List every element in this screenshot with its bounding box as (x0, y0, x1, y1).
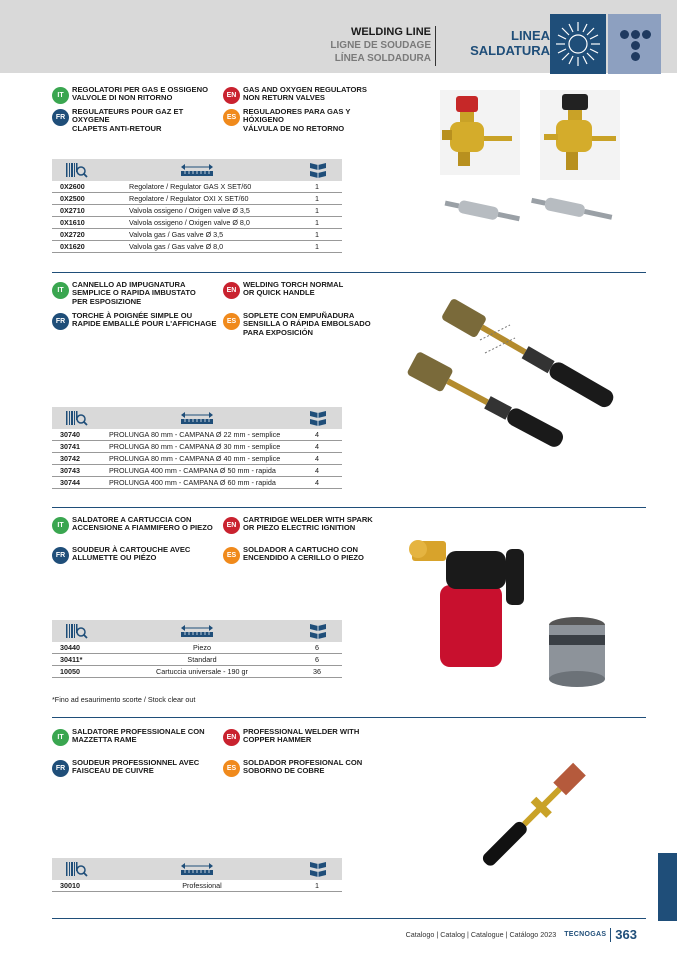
box-stack-icon (308, 162, 328, 178)
product-description: Valvola gas / Gas valve Ø 8,0 (129, 242, 224, 251)
measure-icon (180, 410, 214, 426)
product-code: 0X2720 (60, 230, 85, 239)
description-fr: SOUDEUR PROFESSIONNEL AVEC FAISCEAU DE CUIVRE (72, 758, 200, 776)
description-en: GAS AND OXYGEN REGULATORS NON RETURN VALVES (243, 85, 367, 103)
product-code: 0X1610 (60, 218, 85, 227)
lang-block-fr (52, 546, 217, 564)
description-en: WELDING TORCH NORMAL OR QUICK HANDLE (243, 280, 344, 298)
fr-badge: FR (52, 109, 69, 126)
product-code: 30440 (60, 643, 80, 652)
table-row (52, 429, 342, 441)
product-code: 30740 (60, 430, 80, 439)
description-en: CARTRIDGE WELDER WITH SPARK OR PIEZO ELECTRIC IGNITION (243, 515, 373, 533)
product-description: Valvola ossigeno / Oxigen valve Ø 3,5 (129, 206, 250, 215)
footer-brand: TECNOGAS (564, 931, 607, 938)
table-row (52, 477, 342, 489)
barcode-icon (66, 162, 88, 178)
product-description: PROLUNGA 80 mm - CAMPANA Ø 22 mm - semplice (109, 430, 281, 439)
description-fr: TORCHE À POIGNÉE SIMPLE OU RAPIDE EMBALLÉ POUR L'AFFICHAGE (72, 311, 217, 329)
footer-separator (610, 928, 611, 942)
footer-divider (52, 918, 646, 919)
lang-block-it (52, 281, 217, 306)
dots-icon (608, 14, 661, 74)
product-code: 0X2500 (60, 194, 85, 203)
footer-catalog: Catalogo | Catalog | Catalogue | Catálogo 2023 (405, 930, 557, 939)
measure-icon (180, 861, 214, 877)
page-footer (406, 927, 637, 942)
product-code: 30742 (60, 454, 80, 463)
lang-block-es (223, 108, 388, 133)
box-stack-icon (308, 410, 328, 426)
table-row (52, 654, 342, 666)
it-badge: IT (52, 517, 69, 534)
measure-icon (180, 162, 214, 178)
product-code: 0X2600 (60, 182, 85, 191)
header-titles (330, 26, 431, 65)
barcode-icon (66, 623, 88, 639)
oxygen-regulator-image (540, 90, 620, 180)
lang-block-fr (52, 108, 217, 133)
lang-block-it (52, 728, 217, 746)
product-table (52, 620, 342, 678)
product-code: 10050 (60, 667, 80, 676)
product-description: Regolatore / Regulator GAS X SET/60 (129, 182, 252, 191)
product-description: PROLUNGA 400 mm - CAMPANA Ø 50 mm - rapida (109, 466, 276, 475)
professional-welder-image (450, 755, 600, 890)
table-header (52, 407, 342, 429)
en-badge: EN (223, 729, 240, 746)
check-valves-image (440, 192, 620, 242)
pack-quantity: 1 (315, 881, 319, 890)
table-row (52, 666, 342, 678)
description-it: REGOLATORI PER GAS E OSSIGENO VALVOLE DI NON RITORNO (72, 85, 209, 103)
table-header (52, 858, 342, 880)
section-divider (52, 272, 646, 273)
category-line1: LINEA (511, 28, 550, 43)
description-it: SALDATORE PROFESSIONALE CON MAZZETTA RAME (72, 727, 205, 745)
pack-quantity: 1 (315, 218, 319, 227)
es-badge: ES (223, 760, 240, 777)
product-description: Regolatore / Regulator OXI X SET/60 (129, 194, 249, 203)
page-header (0, 0, 677, 73)
header-title-en: WELDING LINE (350, 26, 431, 38)
welding-torch-image (400, 295, 630, 485)
barcode-icon (66, 410, 88, 426)
description-it: SALDATORE A CARTUCCIA CON ACCENSIONE A FIAMMIFERO O PIEZO (72, 515, 213, 533)
stock-note: *Fino ad esaurimento scorte / Stock clear out (52, 695, 196, 704)
section-divider (52, 717, 646, 718)
table-row (52, 217, 342, 229)
table-row (52, 441, 342, 453)
pack-quantity: 1 (315, 242, 319, 251)
table-row (52, 181, 342, 193)
header-divider (435, 26, 436, 66)
product-description: PROLUNGA 80 mm - CAMPANA Ø 40 mm - semplice (109, 454, 281, 463)
fr-badge: FR (52, 547, 69, 564)
table-row (52, 193, 342, 205)
pack-quantity: 4 (315, 430, 319, 439)
en-badge: EN (223, 282, 240, 299)
product-table (52, 858, 342, 892)
lang-block-es (223, 759, 388, 777)
description-it: CANNELLO AD IMPUGNATURA SEMPLICE O RAPIDA IMBUSTATO PER ESPOSIZIONE (72, 280, 196, 306)
en-badge: EN (223, 517, 240, 534)
logo-starburst-icon (550, 14, 606, 74)
description-es: REGULADORES PARA GAS Y HÓXIGENO VÁLVULA DE NO RETORNO (243, 107, 351, 133)
pack-quantity: 4 (315, 466, 319, 475)
description-fr: REGULATEURS POUR GAZ ET OXYGENE CLAPETS ANTI-RETOUR (72, 107, 184, 133)
product-description: Cartuccia universale - 190 gr (156, 667, 248, 676)
es-badge: ES (223, 313, 240, 330)
table-row (52, 205, 342, 217)
pack-quantity: 6 (315, 655, 319, 664)
lang-block-en (223, 86, 388, 104)
product-code: 30741 (60, 442, 80, 451)
measure-icon (180, 623, 214, 639)
pack-quantity: 6 (315, 643, 319, 652)
product-code: 30743 (60, 466, 80, 475)
description-es: SOLDADOR PROFESIONAL CON SOBORNO DE COBRE (243, 758, 363, 776)
lang-block-en (223, 281, 388, 299)
lang-block-it (52, 86, 217, 104)
lang-block-fr (52, 759, 217, 777)
pack-quantity: 4 (315, 442, 319, 451)
lang-block-es (223, 546, 388, 564)
table-row (52, 229, 342, 241)
product-description: Valvola gas / Gas valve Ø 3,5 (129, 230, 224, 239)
es-badge: ES (223, 547, 240, 564)
lang-block-en (223, 728, 388, 746)
table-header (52, 159, 342, 181)
es-badge: ES (223, 109, 240, 126)
lang-block-it (52, 516, 242, 534)
lang-block-es (223, 312, 388, 337)
product-code: 30411* (60, 655, 83, 664)
description-es: SOPLETE CON EMPUÑADURA SENSILLA O RÁPIDA EMBOLSADO PARA EXPOSICIÓN (243, 311, 371, 337)
lang-block-fr (52, 312, 217, 330)
product-description: Valvola ossigeno / Oxigen valve Ø 8,0 (129, 218, 250, 227)
fr-badge: FR (52, 760, 69, 777)
it-badge: IT (52, 87, 69, 104)
gas-regulator-image (440, 90, 520, 175)
box-stack-icon (308, 623, 328, 639)
product-description: PROLUNGA 80 mm - CAMPANA Ø 30 mm - semplice (109, 442, 281, 451)
description-fr: SOUDEUR À CARTOUCHE AVEC ALLUMETTE OU PIÉZO (72, 545, 191, 563)
it-badge: IT (52, 729, 69, 746)
it-badge: IT (52, 282, 69, 299)
fr-badge: FR (52, 313, 69, 330)
cartridge-welder-image (400, 525, 530, 670)
gas-cartridge-image (545, 615, 610, 690)
product-table (52, 159, 342, 253)
page-number: 363 (615, 927, 637, 942)
product-code: 30744 (60, 478, 80, 487)
product-code: 0X2710 (60, 206, 85, 215)
header-title-es: LÍNEA SOLDADURA (334, 53, 431, 64)
barcode-icon (66, 861, 88, 877)
table-row (52, 241, 342, 253)
product-description: Standard (187, 655, 217, 664)
product-description: Piezo (193, 643, 211, 652)
pack-quantity: 1 (315, 194, 319, 203)
product-table (52, 407, 342, 489)
description-en: PROFESSIONAL WELDER WITH COPPER HAMMER (243, 727, 360, 745)
table-row (52, 465, 342, 477)
category-title (470, 28, 550, 58)
product-description: PROLUNGA 400 mm - CAMPANA Ø 60 mm - rapida (109, 478, 276, 487)
table-header (52, 620, 342, 642)
pack-quantity: 1 (315, 182, 319, 191)
product-code: 0X1620 (60, 242, 85, 251)
pack-quantity: 4 (315, 478, 319, 487)
table-row (52, 453, 342, 465)
en-badge: EN (223, 87, 240, 104)
pack-quantity: 1 (315, 230, 319, 239)
product-code: 30010 (60, 881, 80, 890)
pack-quantity: 36 (313, 667, 321, 676)
table-row (52, 880, 342, 892)
side-tab (658, 853, 677, 921)
pack-quantity: 4 (315, 454, 319, 463)
section-divider (52, 507, 646, 508)
category-line2: SALDATURA (470, 43, 550, 58)
box-stack-icon (308, 861, 328, 877)
table-row (52, 642, 342, 654)
lang-block-en (223, 516, 388, 534)
description-es: SOLDADOR A CARTUCHO CON ENCENDIDO A CERILLO O PIEZO (243, 545, 364, 563)
product-description: Professional (182, 881, 222, 890)
header-title-fr: LIGNE DE SOUDAGE (330, 40, 431, 51)
pack-quantity: 1 (315, 206, 319, 215)
